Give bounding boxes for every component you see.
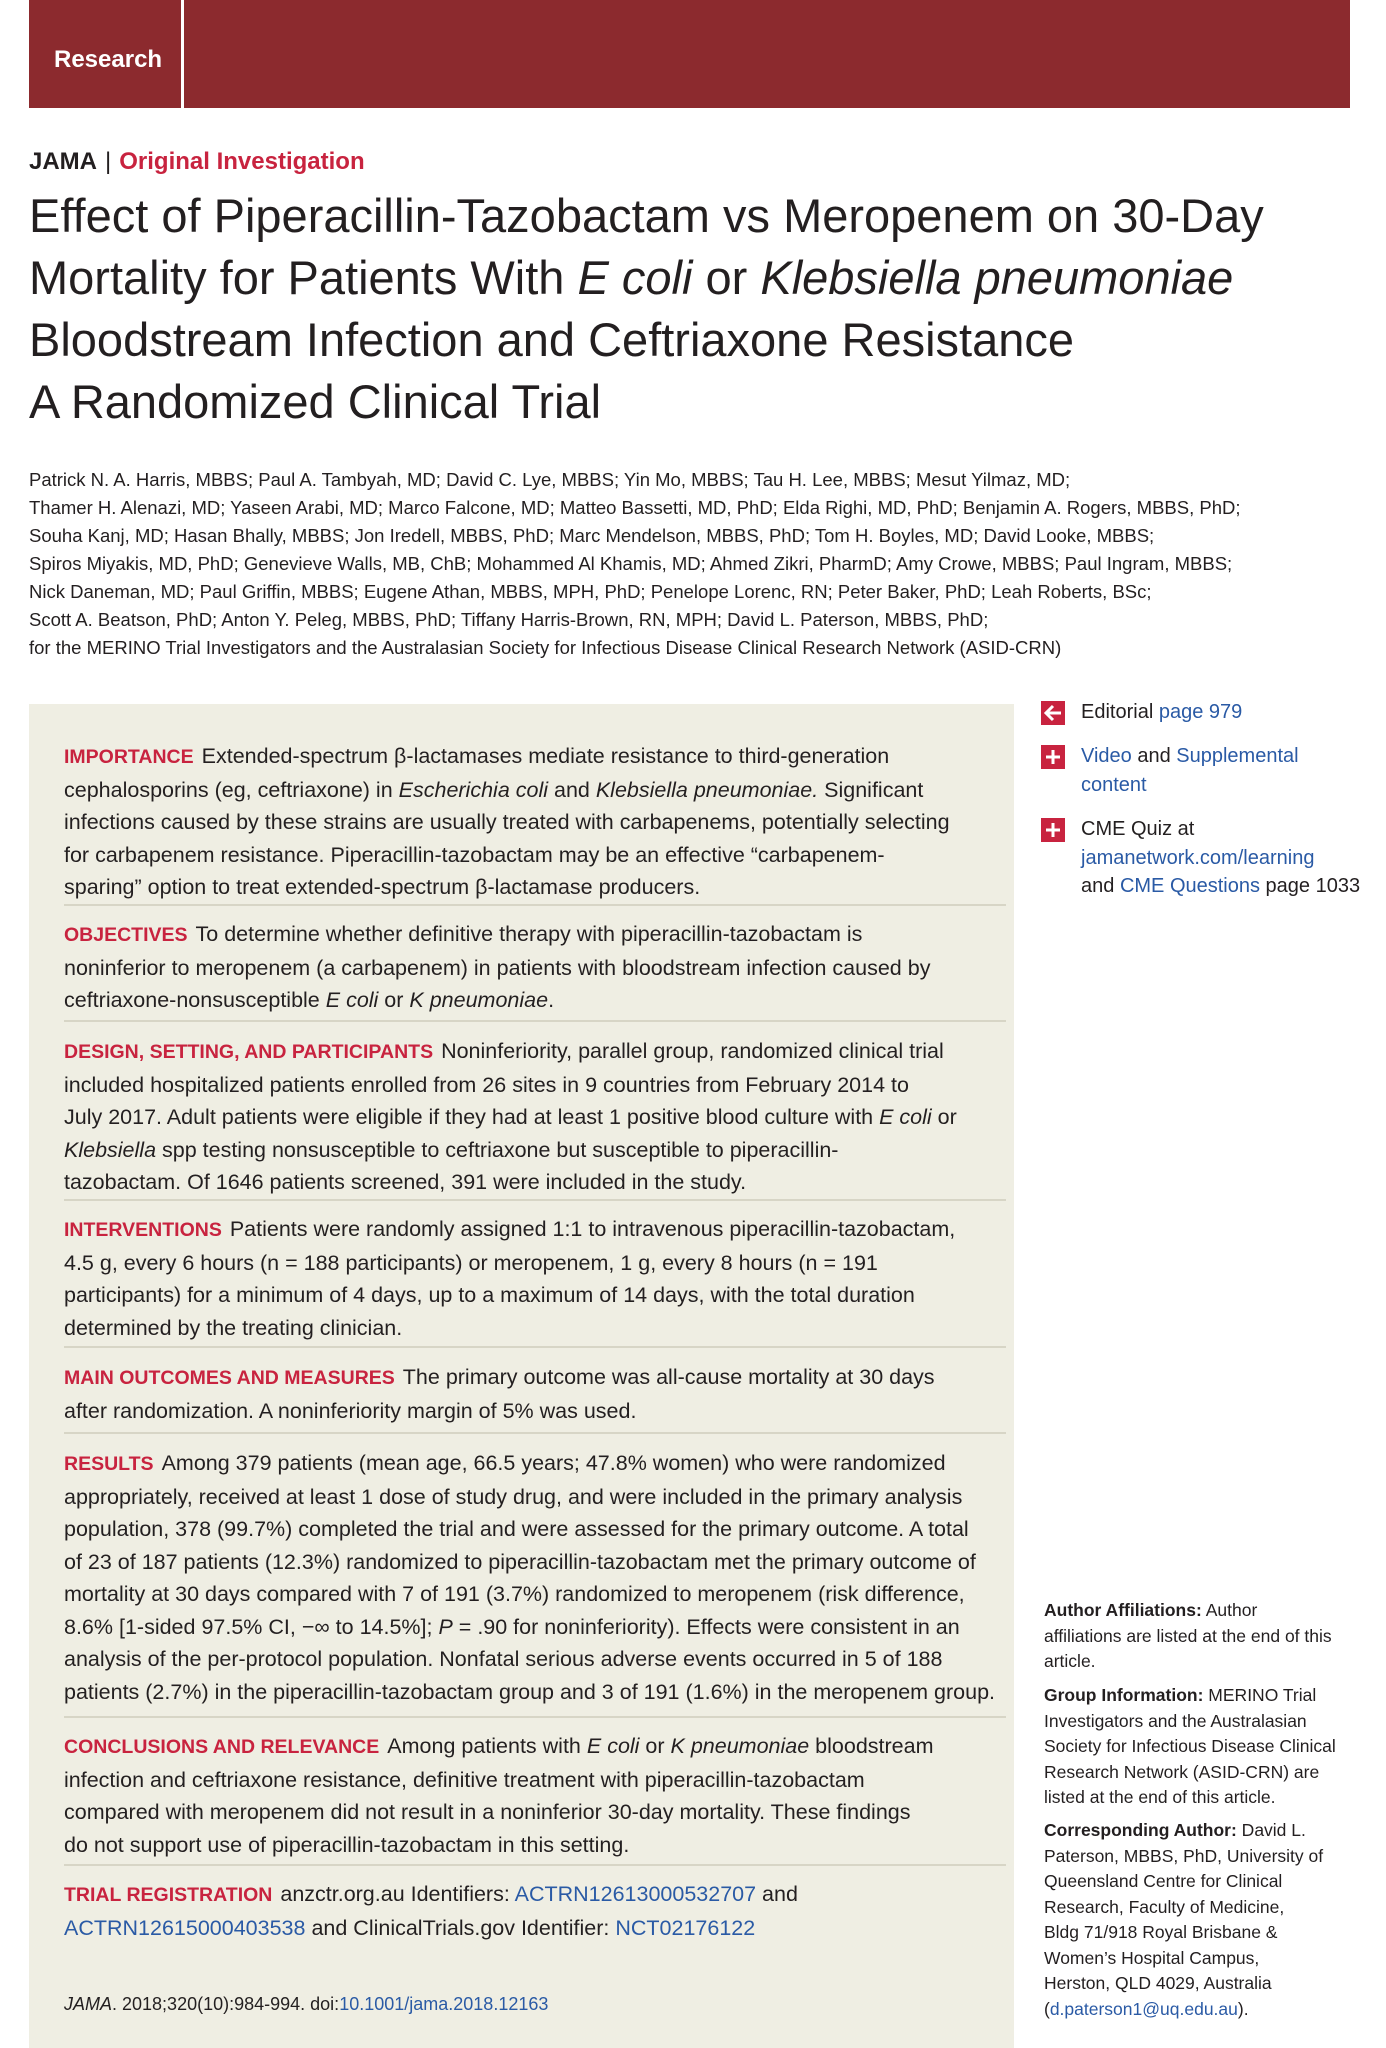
section-divider (64, 904, 1006, 906)
section-heading: IMPORTANCE (64, 746, 194, 768)
section-heading: OBJECTIVES (64, 924, 188, 946)
clinicaltrials-link[interactable]: NCT02176122 (615, 1915, 756, 1940)
supplemental-link[interactable]: Supplemental (1176, 745, 1299, 767)
registration-link[interactable]: ACTRN12613000532707 (514, 1882, 757, 1906)
section-heading: DESIGN, SETTING, AND PARTICIPANTS (64, 1041, 434, 1063)
citation-journal: JAMA (64, 1994, 113, 2014)
corresponding-author: Corresponding Author: David L. Paterson, MBBS, PhD, University of Queensland Centre for Clinical Research, Faculty of Medicine, Bldg 71/918 Royal Brisbane & Women’s Hospital Campus, Herston, QLD 4029, Australia (d.paterson1@uq.edu.au). (1044, 1820, 1324, 2019)
article-title (29, 185, 1359, 433)
article-type: Original Investigation (119, 148, 365, 175)
section-label: Research (54, 46, 163, 73)
section-divider (64, 1199, 1006, 1201)
section-divider (64, 1432, 1006, 1434)
abstract-box (29, 704, 1014, 2048)
author-line: Thamer H. Alenazi, MD; Yaseen Arabi, MD; Marco Falcone, MD; Matteo Bassetti, MD, PhD; Elda Righi, MD, PhD; Benjamin A. Rogers, MBBS, PhD; (29, 497, 1241, 518)
group-information: Group Information: MERINO Trial Investigators and the Australasian Society for Infectious Disease Clinical Research Network (ASID-CRN) are listed at the end of this article. (1044, 1685, 1336, 1807)
section-divider (64, 1864, 1006, 1866)
section-divider (64, 1346, 1006, 1348)
abstract-registration: TRIAL REGISTRATION anzctr.org.au Identifiers: ACTRN12613000532707 and ACTRN12615000403538 and ClinicalTrials.gov Identifier: NCT02176122 (64, 1882, 798, 1940)
supplemental-content-link[interactable]: content (1081, 773, 1147, 796)
journal-line (29, 148, 365, 176)
section-heading: TRIAL REGISTRATION (64, 1884, 273, 1906)
section-heading: MAIN OUTCOMES AND MEASURES (64, 1367, 395, 1389)
section-heading: CONCLUSIONS AND RELEVANCE (64, 1736, 380, 1758)
journal-name: JAMA (29, 148, 98, 175)
plus-icon (1041, 745, 1065, 769)
author-line: Nick Daneman, MD; Paul Griffin, MBBS; Eugene Athan, MBBS, MPH, PhD; Penelope Lorenc, RN; Peter Baker, PhD; Leah Roberts, BSc; (29, 581, 1152, 602)
title-line: Effect of Piperacillin-Tazobactam vs Meropenem on 30-Day (29, 189, 1264, 242)
article-subtitle: A Randomized Clinical Trial (29, 375, 602, 428)
doi-link[interactable]: 10.1001/jama.2018.12163 (339, 1994, 549, 2014)
video-link[interactable]: Video (1081, 745, 1132, 767)
section-divider (64, 1020, 1006, 1022)
cme-questions-link[interactable]: CME Questions (1119, 875, 1260, 897)
citation-line: JAMA. 2018;320(10):984-994. doi:10.1001/jama.2018.12163 (64, 1994, 549, 2014)
abstract-design: DESIGN, SETTING, AND PARTICIPANTS Noninferiority, parallel group, randomized clinical trial included hospitalized patients enrolled from 26 sites in 9 countries from February 2014 to July 2017. Adult patients were eligible if they had at least 1 positive blood culture with E coli or Klebsiella spp testing nonsusceptible to ceftriaxone but susceptible to piperacillin- tazobactam. Of 1646 patients screened, 391 were included in the study. (64, 1039, 957, 1194)
email-link[interactable]: d.paterson1@uq.edu.au (1049, 1998, 1238, 2019)
cme-learning-link[interactable]: jamanetwork.com/learning (1081, 846, 1315, 869)
plus-icon (1041, 818, 1065, 842)
author-line: for the MERINO Trial Investigators and the Australasian Society for Infectious Disease Clinical Research Network (ASID-CRN) (29, 637, 1062, 658)
author-line: Souha Kanj, MD; Hasan Bhally, MBBS; Jon Iredell, MBBS, PhD; Marc Mendelson, MBBS, PhD; Tom H. Boyles, MD; David Looke, MBBS; (29, 525, 1155, 546)
section-divider (64, 1716, 1006, 1718)
section-banner (29, 0, 1350, 108)
author-line: Spiros Miyakis, MD, PhD; Genevieve Walls, MB, ChB; Mohammed Al Khamis, MD; Ahmed Zikri, PharmD; Amy Crowe, MBBS; Paul Ingram, MBBS; (29, 553, 1233, 574)
registration-link[interactable]: ACTRN12615000403538 (64, 1915, 306, 1940)
banner-divider (181, 0, 184, 108)
author-list (29, 466, 1359, 662)
abstract-objectives: OBJECTIVES To determine whether definitive therapy with piperacillin-tazobactam is noninferior to meropenem (a carbapenem) in patients with bloodstream infection caused by ceftriaxone-nonsusceptible E coli or K pneumoniae. (64, 922, 931, 1012)
abstract-outcomes: MAIN OUTCOMES AND MEASURES The primary outcome was all-cause mortality at 30 days after randomization. A noninferiority margin of 5% was used. (64, 1365, 935, 1423)
abstract-conclusions: CONCLUSIONS AND RELEVANCE Among patients with E coli or K pneumoniae bloodstream infection and ceftriaxone resistance, definitive treatment with piperacillin-tazobactam compared with meropenem did not result in a noninferior 30-day mortality. These findings do not support use of piperacillin-tazobactam in this setting. (64, 1734, 934, 1857)
author-line: Patrick N. A. Harris, MBBS; Paul A. Tambyah, MD; David C. Lye, MBBS; Yin Mo, MBBS; Tau H. Lee, MBBS; Mesut Yilmaz, MD; (29, 469, 1071, 490)
title-line: Mortality for Patients With E coli or Klebsiella pneumoniae (29, 251, 1234, 304)
journal-separator: | (105, 148, 112, 175)
title-line: Bloodstream Infection and Ceftriaxone Resistance (29, 313, 1075, 366)
section-heading: RESULTS (64, 1453, 154, 1475)
editorial-link[interactable]: page 979 (1158, 701, 1243, 723)
abstract-results: RESULTS Among 379 patients (mean age, 66.5 years; 47.8% women) who were randomized appropriately, received at least 1 dose of study drug, and were included in the primary analysis population, 378 (99.7%) completed the trial and were assessed for the primary outcome. A total of 23 of 187 patients (12.3%) randomized to piperacillin-tazobactam met the primary outcome of mortality at 30 days compared with 7 of 191 (3.7%) randomized to meropenem (risk difference, 8.6% [1-sided 97.5% CI, −∞ to 14.5%]; P = .90 for noninferiority). Effects were consistent in an analysis of the per-protocol population. Nonfatal serious adverse events occurred in 5 of 188 patients (2.7%) in the piperacillin-tazobactam group and 3 of 191 (1.6%) in the meropenem group. (64, 1451, 996, 1704)
abstract-importance: IMPORTANCE Extended-spectrum β-lactamases mediate resistance to third-generation cephalosporins (eg, ceftriaxone) in Escherichia coli and Klebsiella pneumoniae. Significant infections caused by these strains are usually treated with carbapenems, potentially selecting for carbapenem resistance. Piperacillin-tazobactam may be an effective “carbapenem- sparing” option to treat extended-spectrum β-lactamase producers. (64, 744, 950, 899)
author-line: Scott A. Beatson, PhD; Anton Y. Peleg, MBBS, PhD; Tiffany Harris-Brown, RN, MPH; David L. Paterson, MBBS, PhD; (29, 609, 989, 630)
author-affiliations: Author Affiliations: Author affiliations are listed at the end of this article. (1044, 1600, 1332, 1671)
abstract-interventions: INTERVENTIONS Patients were randomly assigned 1:1 to intravenous piperacillin-tazobactam, 4.5 g, every 6 hours (n = 188 participants) or meropenem, 1 g, every 8 hours (n = 191 participants) for a minimum of 4 days, up to a maximum of 14 days, with the total duration determined by the treating clinician. (64, 1217, 956, 1340)
section-heading: INTERVENTIONS (64, 1219, 222, 1241)
arrow-left-icon (1041, 701, 1065, 725)
